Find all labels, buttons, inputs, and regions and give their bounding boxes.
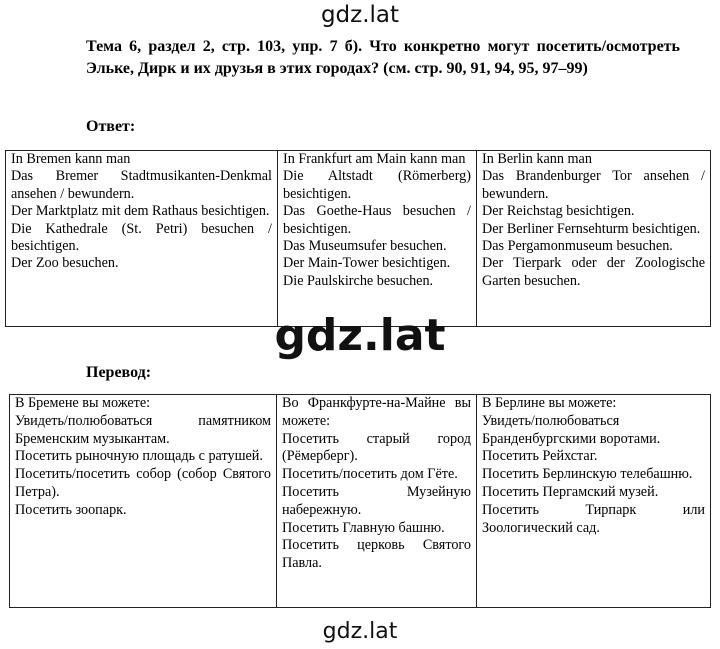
table-row	[10, 395, 711, 608]
task-description: Тема 6, раздел 2, стр. 103, упр. 7 б). Что конкретно могут посетить/осмотреть Эльке, Дирк и их друзья в этих городах? (см. стр. 90, 91, 94, 95, 97–99)	[86, 38, 680, 77]
list-item: In Bremen kann man	[11, 151, 131, 167]
list-item: Das Museumsufer besuchen.	[283, 238, 447, 255]
list-item: В Бремене вы можете:	[15, 395, 151, 411]
table-row	[6, 151, 711, 327]
list-item: In Berlin kann man	[482, 151, 592, 167]
list-item: Посетить Рейхстаг.	[482, 448, 598, 465]
watermark-top: gdz.lat	[320, 2, 400, 28]
watermark-bottom: gdz.lat	[322, 619, 398, 644]
answer-heading: Ответ:	[86, 118, 136, 135]
list-item: Der Marktplatz mit dem Rathaus besichtigen.	[11, 203, 270, 220]
list-item: Der Main-Tower besichtigen.	[283, 255, 451, 272]
list-item: Посетить Берлинскую телебашню.	[482, 466, 693, 483]
list-item: Посетить Пергамский музей.	[482, 483, 659, 500]
list-item: Der Reichstag besichtigen.	[482, 203, 635, 220]
list-item: Посетить Музейную набережную.	[282, 483, 471, 518]
list-item: Das Pergamonmuseum besuchen.	[482, 238, 673, 255]
list-item: Der Berliner Fernsehturm besichtigen.	[482, 220, 701, 237]
list-item: В Берлине вы можете:	[482, 395, 617, 411]
list-item: Das Goethe-Haus besuchen / besichtigen.	[283, 203, 471, 237]
list-item: Der Zoo besuchen.	[11, 255, 119, 272]
list-item: Посетить Тирпарк или Зоологический сад.	[482, 501, 705, 536]
list-item: Посетить церковь Святого Павла.	[282, 537, 471, 572]
list-item: Die Altstadt (Römerberg) besichtigen.	[283, 168, 471, 202]
translation-heading: Перевод:	[86, 364, 152, 381]
watermark-middle: gdz.lat	[274, 310, 446, 361]
list-item: Das Brandenburger Tor ansehen / bewundern.	[482, 168, 705, 202]
list-item: In Frankfurt am Main kann man	[283, 151, 466, 167]
list-item: Der Tierpark oder der Zoologische Garten besuchen.	[482, 255, 705, 289]
answer-cell-berlin	[477, 151, 711, 327]
list-item: Посетить зоопарк.	[15, 501, 127, 518]
list-item: Посетить рыночную площадь с ратушей.	[15, 448, 263, 465]
list-item: Увидеть/полюбоваться памятником Бременским музыкантам.	[15, 412, 271, 447]
list-item: Увидеть/полюбоваться Бранденбургскими воротами.	[482, 412, 661, 447]
list-item: Die Kathedrale (St. Petri) besuchen / besichtigen.	[11, 220, 272, 255]
list-item: Во Франкфурте-на-Майне вы можете:	[282, 395, 471, 429]
answer-cell-frankfurt	[278, 151, 477, 327]
list-item: Посетить Главную башню.	[282, 519, 445, 536]
translation-cell-frankfurt	[277, 395, 477, 608]
translation-table	[9, 394, 711, 608]
answer-cell-bremen	[6, 151, 278, 327]
translation-cell-bremen	[10, 395, 277, 608]
list-item: Посетить/посетить собор (собор Святого Петра).	[15, 466, 271, 500]
answer-table	[5, 150, 711, 327]
translation-cell-berlin	[477, 395, 711, 608]
list-item: Посетить старый город (Рёмерберг).	[282, 430, 471, 465]
list-item: Das Bremer Stadtmusikanten-Denkmal ansehen / bewundern.	[11, 168, 272, 202]
list-item: Die Paulskirche besuchen.	[283, 272, 434, 289]
list-item: Посетить/посетить дом Гёте.	[282, 466, 458, 483]
